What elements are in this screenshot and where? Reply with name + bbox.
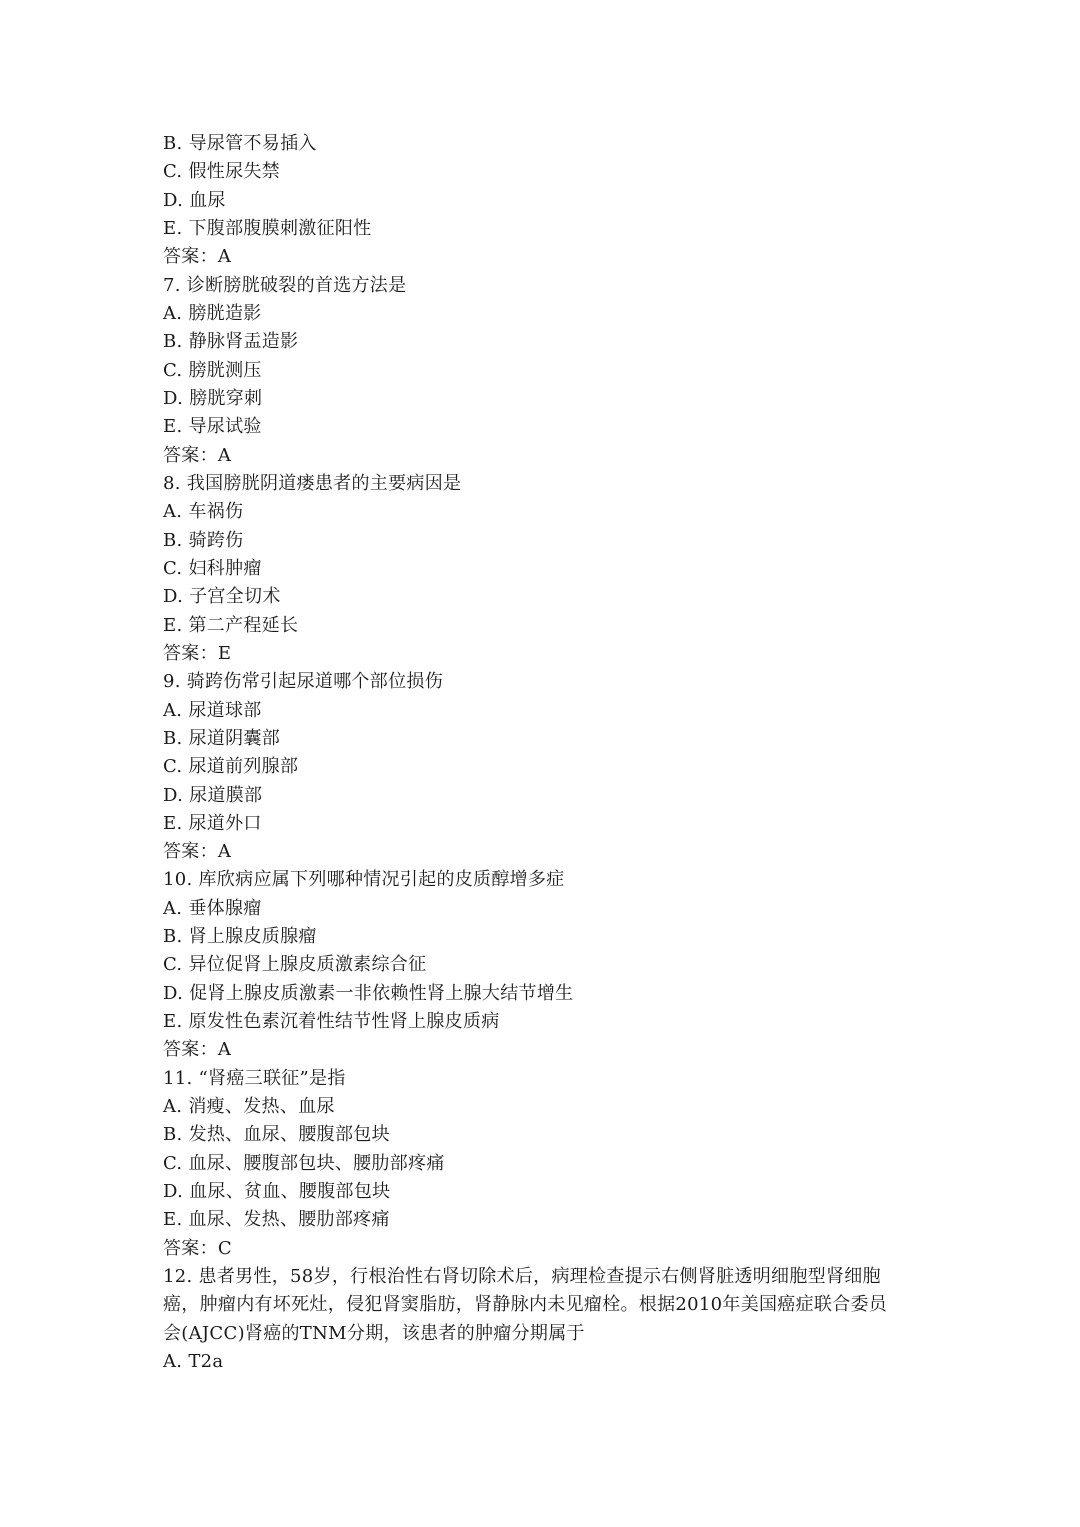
option-a: A. 垂体腺瘤 (163, 898, 262, 919)
option-a: A. T2a (163, 1351, 224, 1372)
question-12-cont: 癌，肿瘤内有坏死灶，侵犯肾窦脂肪，肾静脉内未见瘤栓。根据2010年美国癌症联合委员 (163, 1294, 888, 1315)
option-e: E. 原发性色素沉着性结节性肾上腺皮质病 (163, 1011, 500, 1032)
option-a: A. 车祸伤 (163, 501, 244, 522)
option-b: B. 导尿管不易插入 (163, 133, 317, 154)
option-b: B. 尿道阴囊部 (163, 728, 281, 749)
option-d: D. 血尿 (163, 190, 226, 211)
option-b: B. 发热、血尿、腰腹部包块 (163, 1124, 390, 1145)
answer: 答案：C (163, 1238, 232, 1259)
question-12: 12. 患者男性，58岁，行根治性右肾切除术后，病理检查提示右侧肾脏透明细胞型肾细胞 (163, 1266, 881, 1287)
answer: 答案：A (163, 841, 232, 862)
answer: 答案：A (163, 1039, 232, 1060)
option-c: C. 异位促肾上腺皮质激素综合征 (163, 954, 427, 975)
option-b: B. 静脉肾盂造影 (163, 331, 299, 352)
option-e: E. 尿道外口 (163, 813, 262, 834)
question-8: 8. 我国膀胱阴道瘘患者的主要病因是 (163, 473, 462, 494)
option-a: A. 膀胱造影 (163, 303, 262, 324)
answer: 答案：A (163, 445, 232, 466)
question-12-cont: 会(AJCC)肾癌的TNM分期，该患者的肿瘤分期属于 (163, 1323, 585, 1344)
option-d: D. 尿道膜部 (163, 785, 263, 806)
option-a: A. 尿道球部 (163, 700, 262, 721)
option-c: C. 尿道前列腺部 (163, 756, 299, 777)
question-7: 7. 诊断膀胱破裂的首选方法是 (163, 275, 407, 296)
option-c: C. 妇科肿瘤 (163, 558, 262, 579)
question-11: 11. “肾癌三联征”是指 (163, 1068, 346, 1089)
question-10: 10. 库欣病应属下列哪种情况引起的皮质醇增多症 (163, 869, 565, 890)
option-c: C. 假性尿失禁 (163, 161, 280, 182)
option-c: C. 膀胱测压 (163, 360, 262, 381)
answer: 答案：A (163, 246, 232, 267)
option-e: E. 血尿、发热、腰肋部疼痛 (163, 1209, 390, 1230)
answer: 答案：E (163, 643, 232, 664)
option-d: D. 血尿、贫血、腰腹部包块 (163, 1181, 391, 1202)
option-e: E. 导尿试验 (163, 416, 262, 437)
option-e: E. 下腹部腹膜刺激征阳性 (163, 218, 372, 239)
option-d: D. 促肾上腺皮质激素一非依赖性肾上腺大结节增生 (163, 983, 574, 1004)
option-a: A. 消瘦、发热、血尿 (163, 1096, 335, 1117)
option-c: C. 血尿、腰腹部包块、腰肋部疼痛 (163, 1153, 445, 1174)
option-d: D. 膀胱穿刺 (163, 388, 263, 409)
option-e: E. 第二产程延长 (163, 615, 299, 636)
option-d: D. 子宫全切术 (163, 586, 281, 607)
option-b: B. 骑跨伤 (163, 530, 244, 551)
option-b: B. 肾上腺皮质腺瘤 (163, 926, 317, 947)
question-9: 9. 骑跨伤常引起尿道哪个部位损伤 (163, 671, 443, 692)
